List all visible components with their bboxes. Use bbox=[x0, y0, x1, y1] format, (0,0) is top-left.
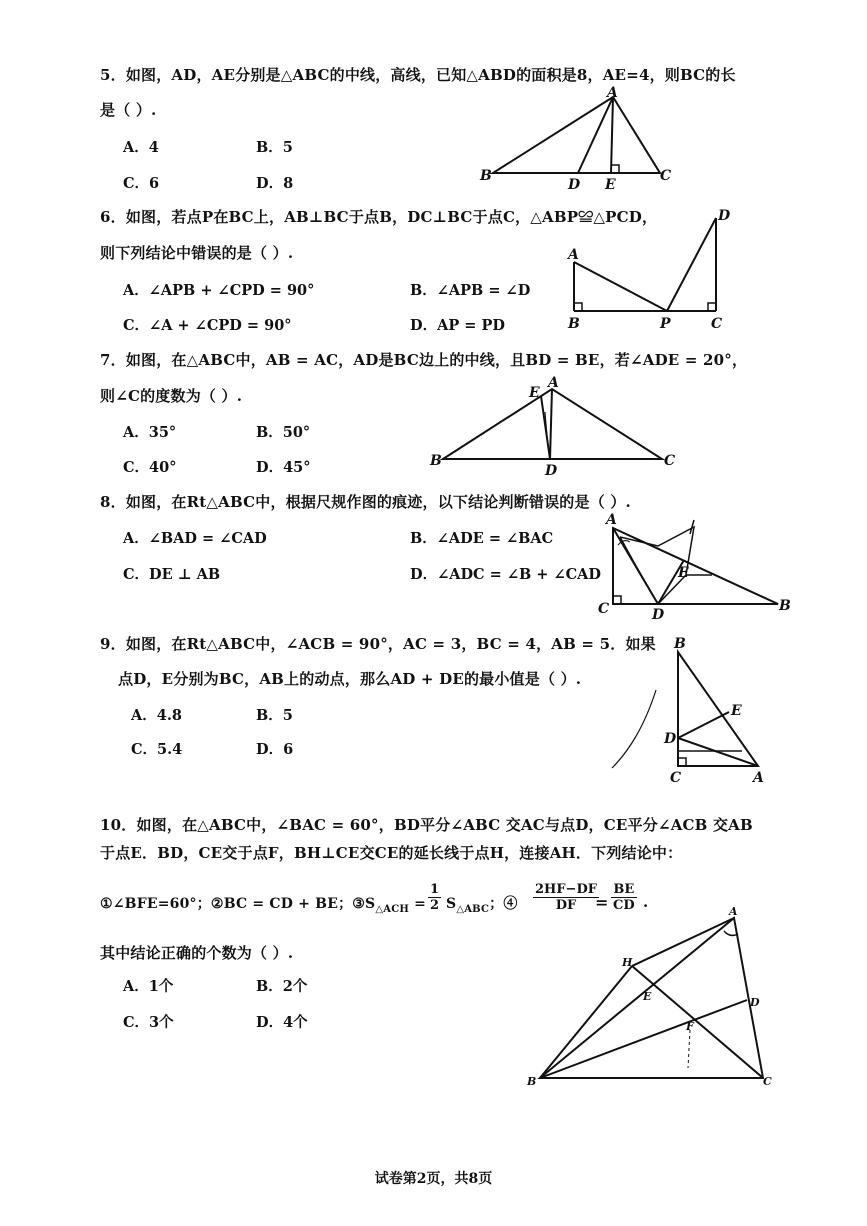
q6-label-p: P bbox=[660, 316, 671, 332]
q10-frac2-den: CD bbox=[613, 898, 635, 913]
page-footer: 试卷第2页，共8页 bbox=[374, 1171, 493, 1187]
q9-label-a: A bbox=[753, 770, 764, 786]
q6-label-d: D bbox=[718, 208, 731, 224]
q7-option-b[interactable]: B．50° bbox=[256, 424, 311, 441]
q7-stem-line1: 7．如图，在△ABC中，AB = AC，AD是BC边上的中线，且BD = BE，若∠ADE = 20°， bbox=[100, 351, 748, 369]
q7-label-b: B bbox=[430, 453, 442, 469]
q9-option-a[interactable]: A．4.8 bbox=[131, 707, 182, 724]
q7-option-d[interactable]: D．45° bbox=[256, 459, 311, 476]
q5-label-c: C bbox=[660, 168, 672, 184]
q10-sub-abc: △ABC bbox=[456, 903, 490, 915]
q6-label-c: C bbox=[711, 316, 723, 332]
q10-circle-four: ；④ bbox=[489, 896, 518, 912]
q8-stem-line1: 8．如图，在Rt△ABC中，根据尺规作图的痕迹，以下结论判断错误的是（ ）. bbox=[100, 493, 631, 511]
q9-label-d: D bbox=[664, 731, 677, 747]
q10-label-h: H bbox=[622, 956, 633, 969]
q10-equals: = bbox=[595, 893, 609, 912]
q6-option-b[interactable]: B．∠APB = ∠D bbox=[410, 282, 531, 299]
q10-option-d[interactable]: D．4个 bbox=[256, 1014, 308, 1031]
q6-option-a[interactable]: A．∠APB + ∠CPD = 90° bbox=[123, 282, 315, 299]
q10-eq-sign: = bbox=[409, 896, 427, 912]
q8-label-d: D bbox=[652, 607, 665, 623]
q10-label-f: F bbox=[686, 1020, 694, 1033]
q8-option-a[interactable]: A．∠BAD = ∠CAD bbox=[123, 530, 267, 547]
q10-half-num: 1 bbox=[430, 882, 440, 897]
q10-option-a[interactable]: A．1个 bbox=[123, 978, 174, 995]
q10-sub-ach: △ACH bbox=[375, 903, 410, 915]
q10-label-b: B bbox=[527, 1075, 537, 1088]
q8-label-e: E bbox=[678, 565, 689, 581]
q7-label-d: D bbox=[545, 463, 558, 479]
q5-option-d[interactable]: D．8 bbox=[256, 175, 294, 192]
q6-label-a: A bbox=[568, 247, 579, 263]
q8-label-a: A bbox=[606, 512, 617, 528]
q10-label-e: E bbox=[643, 990, 652, 1003]
q9-option-c[interactable]: C．5.4 bbox=[131, 741, 183, 758]
q7-stem-line2: 则∠C的度数为（ ）. bbox=[100, 387, 243, 405]
q9-stem-line2: 点D，E分别为BC，AB上的动点，那么AD + DE的最小值是（ ）. bbox=[118, 670, 582, 688]
q9-option-d[interactable]: D．6 bbox=[256, 741, 294, 758]
q10-label-c: C bbox=[763, 1075, 772, 1088]
q7-label-e: E bbox=[529, 385, 540, 401]
q9-label-b: B bbox=[674, 636, 686, 652]
q9-option-b[interactable]: B．5 bbox=[256, 707, 293, 724]
q10-label-a: A bbox=[729, 905, 738, 918]
q10-period: . bbox=[643, 893, 649, 911]
q5-stem-line2: 是（ ）. bbox=[100, 101, 157, 119]
q6-stem-line1: 6．如图，若点P在BC上，AB⊥BC于点B，DC⊥BC于点C，△ABP≌△PCD， bbox=[100, 208, 658, 226]
q10-label-d: D bbox=[750, 996, 760, 1009]
q7-label-a: A bbox=[548, 375, 559, 391]
q8-label-c: C bbox=[598, 601, 610, 617]
q5-option-a[interactable]: A．4 bbox=[123, 139, 159, 156]
q7-option-a[interactable]: A．35° bbox=[123, 424, 177, 441]
q5-stem-line1: 5．如图，AD，AE分别是△ABC的中线，高线，已知△ABD的面积是8，AE=4，则BC的长 bbox=[100, 66, 736, 84]
q10-option-c[interactable]: C．3个 bbox=[123, 1014, 174, 1031]
q10-stem-line2: 于点E．BD，CE交于点F，BH⊥CE交CE的延长线于点H，连接AH．下列结论中： bbox=[100, 844, 683, 862]
q10-conclusion-text: ①∠BFE=60°；②BC = CD + BE；③S bbox=[100, 896, 376, 912]
q6-label-b: B bbox=[568, 316, 580, 332]
q6-option-c[interactable]: C．∠A + ∠CPD = 90° bbox=[123, 317, 292, 334]
q8-option-c[interactable]: C．DE ⊥ AB bbox=[123, 566, 221, 583]
q10-frac2-num: BE bbox=[611, 882, 637, 898]
q10-frac1-num: 2HF−DF bbox=[535, 882, 597, 897]
q6-stem-line2: 则下列结论中错误的是（ ）. bbox=[100, 244, 294, 262]
q7-option-c[interactable]: C．40° bbox=[123, 459, 177, 476]
q10-stem-line1: 10．如图，在△ABC中，∠BAC = 60°，BD平分∠ABC 交AC与点D，CE平分∠ACB 交AB bbox=[100, 816, 753, 834]
q10-s-symbol: S bbox=[446, 896, 457, 912]
q6-option-d[interactable]: D．AP = PD bbox=[410, 317, 505, 334]
q5-label-e: E bbox=[605, 177, 616, 193]
q8-label-b: B bbox=[779, 598, 791, 614]
q9-stem-line1: 9．如图，在Rt△ABC中，∠ACB = 90°，AC = 3，BC = 4，AB = 5．如果 bbox=[100, 635, 656, 653]
q5-label-b: B bbox=[480, 168, 492, 184]
q8-option-b[interactable]: B．∠ADE = ∠BAC bbox=[410, 530, 554, 547]
q5-option-b[interactable]: B．5 bbox=[256, 139, 293, 156]
q10-half-den: 2 bbox=[430, 898, 440, 913]
q5-option-c[interactable]: C．6 bbox=[123, 175, 160, 192]
q10-stem-line3: 其中结论正确的个数为（ ）. bbox=[100, 944, 294, 962]
q5-label-a: A bbox=[607, 85, 618, 101]
q10-option-b[interactable]: B．2个 bbox=[256, 978, 308, 995]
q7-label-c: C bbox=[664, 453, 676, 469]
q8-option-d[interactable]: D．∠ADC = ∠B + ∠CAD bbox=[410, 566, 601, 583]
q5-label-d: D bbox=[568, 177, 581, 193]
q10-frac1-den: DF bbox=[555, 898, 577, 913]
q9-label-e: E bbox=[731, 703, 742, 719]
q9-label-c: C bbox=[670, 770, 682, 786]
